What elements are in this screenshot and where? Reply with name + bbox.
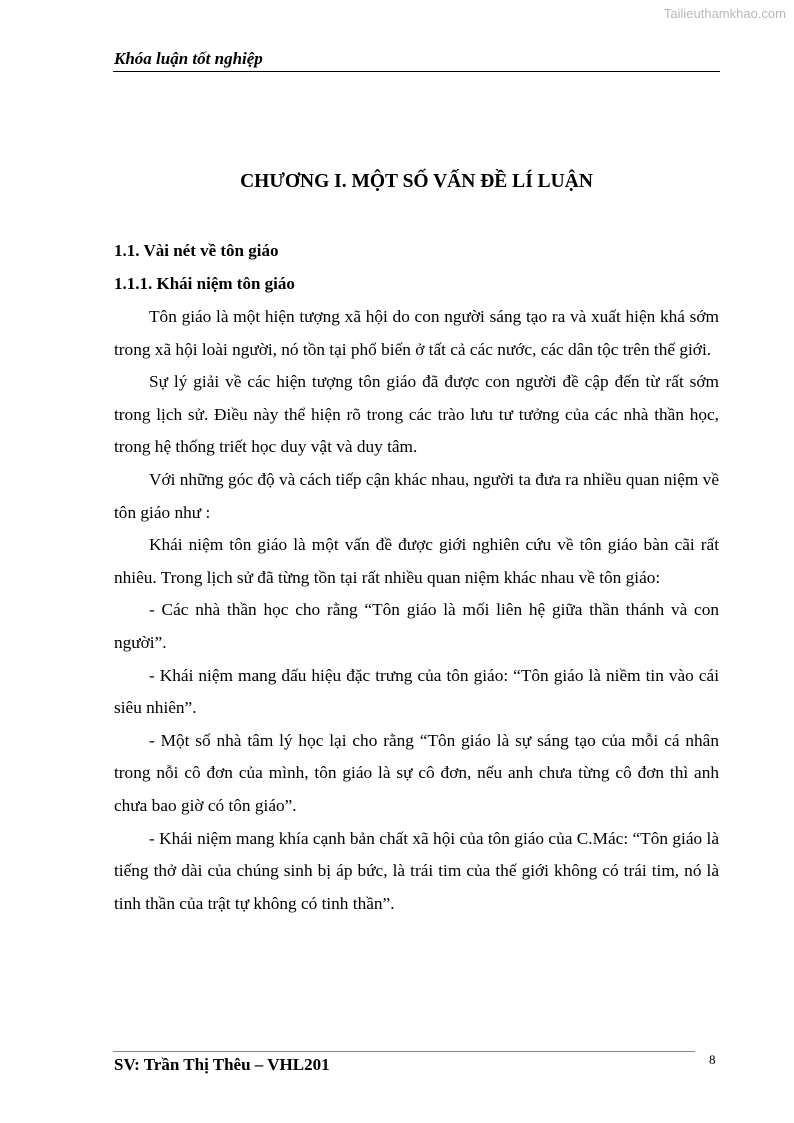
paragraph: - Khái niệm mang dấu hiệu đặc trưng của tôn giáo: “Tôn giáo là niềm tin vào cái siêu nhiên”. bbox=[114, 665, 719, 718]
header-title: Khóa luận tốt nghiệp bbox=[114, 49, 263, 68]
header-divider bbox=[113, 71, 720, 72]
paragraph: Tôn giáo là một hiện tượng xã hội do con người sáng tạo ra và xuất hiện khá sớm trong xã hội loài người, nó tồn tại phổ biến ở tất cả các nước, các dân tộc trên thế giới. bbox=[114, 307, 719, 359]
paragraph: - Một số nhà tâm lý học lại cho rằng “Tôn giáo là sự sáng tạo của mỗi cá nhân trong nỗi cô đơn của mình, tôn giáo là sự cô đơn, nếu anh chưa từng cô đơn thì anh chưa bao giờ có tôn giáo”. bbox=[114, 730, 719, 815]
paragraph: Sự lý giải về các hiện tượng tôn giáo đã được con người đề cập đến từ rất sớm trong lịch sử. Điều này thể hiện rõ trong các trào lưu tư tưởng của các nhà thần học, trong hệ thống triết học duy vật và duy tâm. bbox=[114, 372, 719, 457]
paragraph: - Các nhà thần học cho rằng “Tôn giáo là mối liên hệ giữa thần thánh và con người”. bbox=[114, 600, 719, 652]
watermark: Tailieuthamkhao.com bbox=[663, 6, 786, 21]
body-text bbox=[114, 301, 719, 920]
footer-divider bbox=[113, 1051, 695, 1052]
paragraph: Khái niệm tôn giáo là một vấn đề được giới nghiên cứu về tôn giáo bàn cãi rất nhiêu. Trong lịch sử đã từng tồn tại rất nhiều quan niệm khác nhau về tôn giáo: bbox=[114, 535, 719, 587]
section-heading: 1.1. Vài nét về tôn giáo bbox=[114, 241, 279, 260]
footer-author: SV: Trần Thị Thêu – VHL201 bbox=[114, 1055, 330, 1074]
paragraph: - Khái niệm mang khía cạnh bản chất xã hội của tôn giáo của C.Mác: “Tôn giáo là tiếng thở dài của chúng sinh bị áp bức, là trái tim của thế giới không có trái tim, nó là tinh thần của trật tự không có tinh thần”. bbox=[114, 828, 719, 913]
subsection-heading: 1.1.1. Khái niệm tôn giáo bbox=[114, 274, 295, 293]
paragraph: Với những góc độ và cách tiếp cận khác nhau, người ta đưa ra nhiều quan niệm về tôn giáo như : bbox=[114, 469, 719, 522]
page-number: 8 bbox=[709, 1052, 716, 1067]
chapter-title: CHƯƠNG I. MỘT SỐ VẤN ĐỀ LÍ LUẬN bbox=[240, 171, 593, 192]
